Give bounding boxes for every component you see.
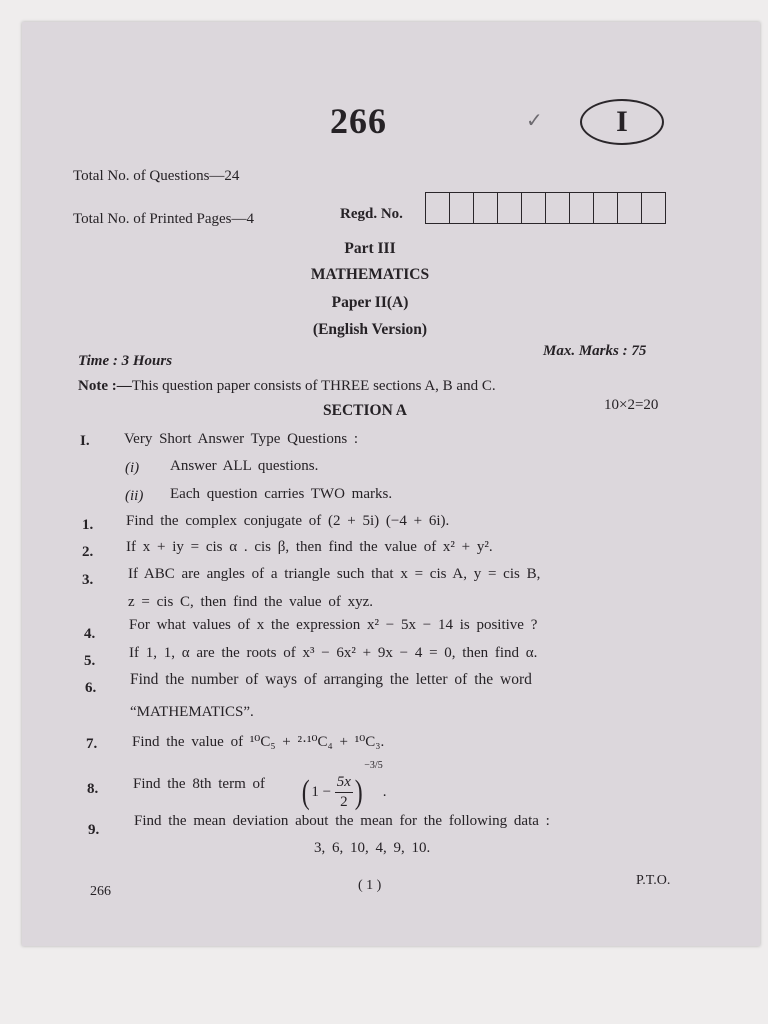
question-number: 4. — [84, 626, 96, 642]
regd-no-boxes[interactable] — [425, 192, 666, 224]
section-heading: SECTION A — [323, 402, 407, 419]
binomial-expression: ( 1 − $\frac{5x}{2}$ )$^{-3/5}$. — [301, 760, 387, 811]
question-text-continued: “MATHEMATICS”. — [130, 704, 254, 720]
instruction-i-label: (i) — [125, 460, 140, 476]
question-number: 8. — [87, 781, 99, 797]
roman-numeral: I. — [80, 433, 90, 449]
question-text-continued: z = cis C, then find the value of xyz. — [128, 594, 373, 610]
max-marks: Max. Marks : 75 — [543, 343, 647, 359]
question-number: 5. — [84, 653, 96, 669]
question-number: 1. — [82, 517, 94, 533]
note-label: Note :— — [78, 378, 132, 394]
question-text: Find the complex conjugate of (2 + 5i) (−4 + 6i). — [126, 513, 450, 529]
note — [78, 378, 496, 395]
pto: P.T.O. — [636, 873, 671, 888]
question-number: 2. — [82, 544, 94, 560]
instructions-title: Very Short Answer Type Questions : — [124, 431, 359, 447]
regd-no-label: Regd. No. — [340, 206, 403, 222]
total-pages: Total No. of Printed Pages—4 — [73, 211, 255, 227]
page-number: ( 1 ) — [358, 878, 382, 893]
fraction-numerator: 5x — [335, 775, 353, 793]
section-marks: 10×2=20 — [604, 397, 659, 413]
instruction-ii-label: (ii) — [125, 488, 144, 504]
instruction-ii-text: Each question carries TWO marks. — [170, 486, 393, 502]
fraction — [335, 775, 353, 810]
question-number: 6. — [85, 680, 97, 696]
question-number: 3. — [82, 572, 94, 588]
question-text: Find the number of ways of arranging the letter of the word — [130, 671, 532, 688]
expr-lead: 1 − — [311, 784, 332, 801]
question-text: If ABC are angles of a triangle such that x = cis A, y = cis B, — [128, 566, 541, 582]
subject-heading: MATHEMATICS — [310, 266, 430, 283]
time-allowed: Time : 3 Hours — [78, 353, 173, 369]
total-questions: Total No. of Questions—24 — [73, 168, 240, 184]
question-text: Find the 8th term of — [133, 776, 265, 792]
paper-heading: Paper II(A) — [331, 294, 409, 311]
question-number: 7. — [86, 736, 98, 752]
question-number: 9. — [88, 822, 100, 838]
question-text: If 1, 1, α are the roots of x³ − 6x² + 9x − 4 = 0, then find α. — [129, 645, 538, 661]
question-text: For what values of x the expression x² − 5x − 14 is positive ? — [129, 617, 538, 633]
exponent: −3/5 — [364, 760, 383, 771]
paper-code: 266 — [330, 101, 387, 141]
tick-mark-icon: ✓ — [526, 110, 543, 132]
expr-end: . — [382, 784, 387, 801]
question-data: 3, 6, 10, 4, 9, 10. — [314, 840, 431, 856]
question-text: Find the mean deviation about the mean for the following data : — [134, 813, 550, 829]
question-paper — [22, 22, 760, 946]
series-badge: I — [580, 99, 664, 145]
version-heading: (English Version) — [312, 321, 428, 338]
question-text: Find the value of ¹⁰C₅ + ²·¹⁰C₄ + ¹⁰C₃. — [132, 734, 385, 750]
fraction-denominator: 2 — [340, 794, 348, 811]
question-text: If x + iy = cis α . cis β, then find the value of x² + y². — [126, 539, 493, 555]
instruction-i-text: Answer ALL questions. — [170, 458, 319, 474]
footer-code: 266 — [90, 884, 111, 899]
part-heading: Part III — [344, 240, 396, 257]
note-text: This question paper consists of THREE sections A, B and C. — [131, 378, 496, 394]
